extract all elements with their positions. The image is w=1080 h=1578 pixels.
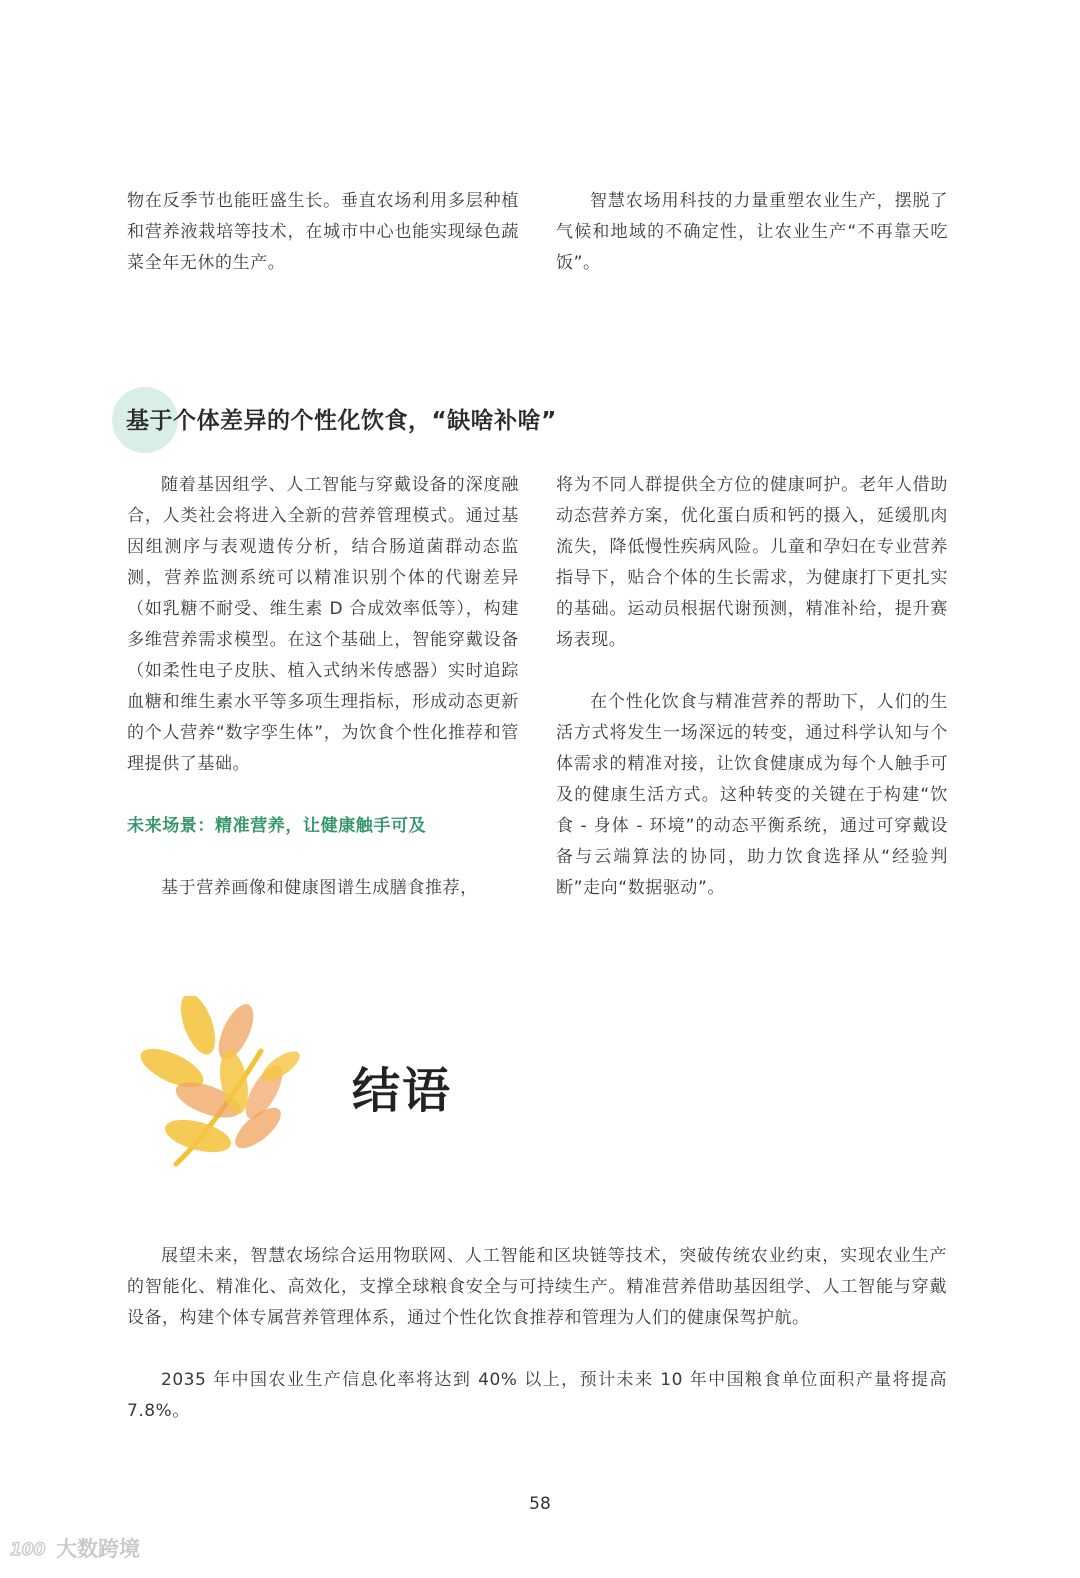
leaf-icon	[136, 996, 316, 1176]
section-subheading: 未来场景：精准营养，让健康触手可及	[127, 816, 427, 836]
section-right-column	[556, 470, 948, 904]
section-left-tail: 基于营养画像和健康图谱生成膳食推荐，	[161, 878, 478, 898]
top-right-column	[556, 186, 948, 279]
watermark-text: 大数跨境	[56, 1537, 140, 1561]
conclusion-title: 结语	[352, 1063, 453, 1119]
section-right-paragraph-1: 将为不同人群提供全方位的健康呵护。老年人借助动态营养方案，优化蛋白质和钙的摄入，延缓肌肉流失，降低慢性疾病风险。儿童和孕妇在专业营养指导下，贴合个体的生长需求，为健康打下更扎实的基础。运动员根据代谢预测，精准补给，提升赛场表现。	[556, 475, 948, 650]
watermark-logo-icon	[8, 1535, 52, 1561]
top-left-text: 物在反季节也能旺盛生长。垂直农场利用多层种植和营养液栽培等技术，在城市中心也能实现绿色蔬菜全年无休的生产。	[127, 191, 519, 273]
top-right-text: 智慧农场用科技的力量重塑农业生产，摆脱了气候和地域的不确定性，让农业生产“不再靠天吃饭”。	[556, 191, 948, 273]
watermark	[8, 1533, 140, 1563]
section-left-column	[127, 470, 519, 904]
svg-text:100: 100	[10, 1540, 46, 1560]
conclusion-block	[127, 1241, 947, 1427]
section-right-paragraph-2: 在个性化饮食与精准营养的帮助下，人们的生活方式将发生一场深远的转变，通过科学认知与个体需求的精准对接，让饮食健康成为每个人触手可及的健康生活方式。这种转变的关键在于构建“饮食 - 身体 - 环境”的动态平衡系统，通过可穿戴设备与云端算法的协同，助力饮食选择从“经验判断”走向“数据驱动”。	[556, 692, 948, 898]
conclusion-stat: 2035 年中国农业生产信息化率将达到 40% 以上，预计未来 10 年中国粮食单位面积产量将提高 7.8%。	[127, 1370, 947, 1421]
conclusion-paragraph: 展望未来，智慧农场综合运用物联网、人工智能和区块链等技术，突破传统农业约束，实现农业生产的智能化、精准化、高效化，支撑全球粮食安全与可持续生产。精准营养借助基因组学、人工智能与穿戴设备，构建个体专属营养管理体系，通过个性化饮食推荐和管理为人们的健康保驾护航。	[127, 1246, 947, 1328]
section-heading: 基于个体差异的个性化饮食，“缺啥补啥”	[126, 408, 557, 434]
top-left-column	[127, 186, 519, 279]
page-number: 58	[529, 1494, 551, 1514]
section-left-paragraph: 随着基因组学、人工智能与穿戴设备的深度融合，人类社会将进入全新的营养管理模式。通过基因组测序与表观遗传分析，结合肠道菌群动态监测，营养监测系统可以精准识别个体的代谢差异（如乳糖不耐受、维生素 D 合成效率低等），构建多维营养需求模型。在这个基础上，智能穿戴设备（如柔性电子皮肤、植入式纳米传感器）实时追踪血糖和维生素水平等多项生理指标，形成动态更新的个人营养“数字孪生体”，为饮食个性化推荐和管理提供了基础。	[127, 475, 519, 774]
